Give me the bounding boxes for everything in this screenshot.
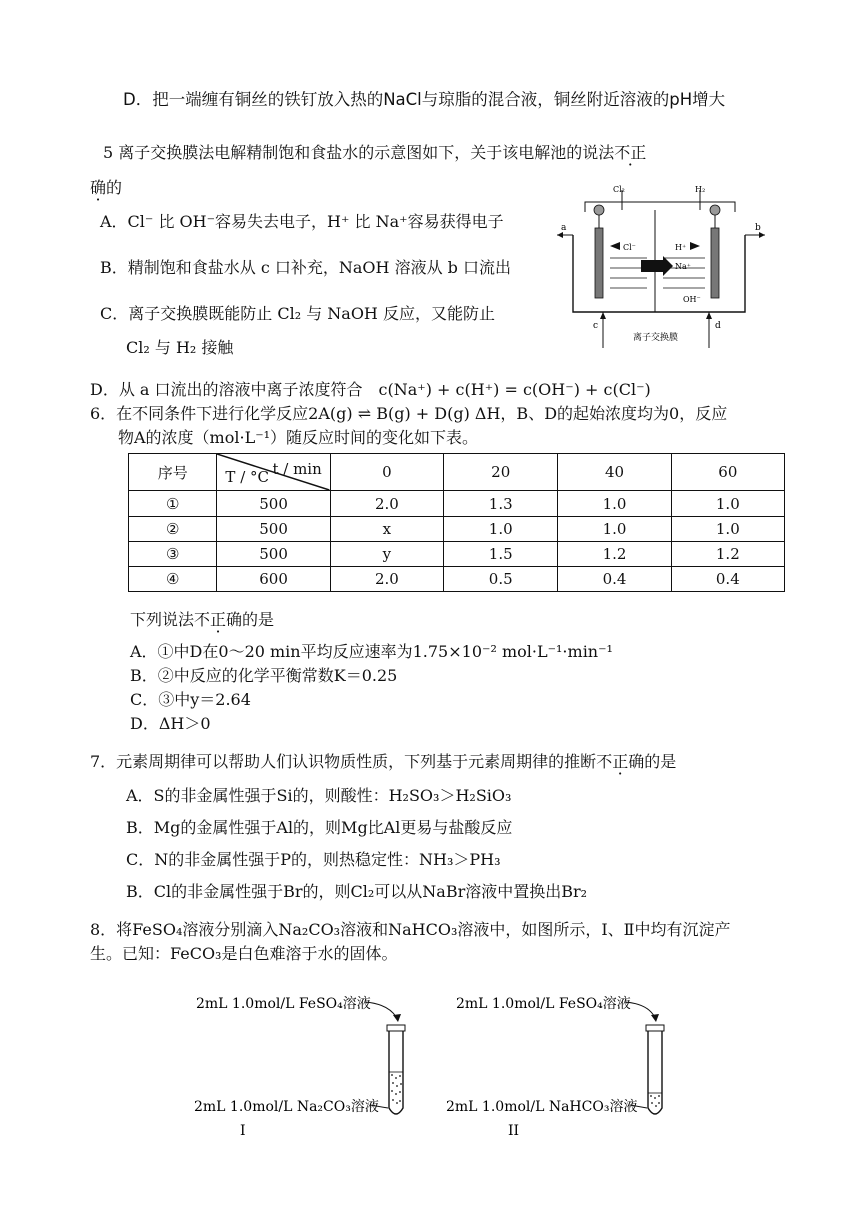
q6-option-d: D．ΔH＞0 — [130, 714, 211, 733]
row-value: 0.4 — [558, 567, 671, 592]
row-value: 1.0 — [444, 517, 558, 542]
label-h2: H₂ — [695, 185, 706, 194]
q5-option-c: C．离子交换膜既能防止 Cl₂ 与 NaOH 反应，又能防止 — [100, 304, 495, 323]
label-b: b — [755, 223, 761, 233]
tube1-top-label: 2mL 1.0mol/L FeSO₄溶液 — [196, 996, 371, 1012]
q5-option-b: B．精制饱和食盐水从 c 口补充，NaOH 溶液从 b 口流出 — [100, 258, 512, 277]
q5-stem-cont — [90, 178, 122, 197]
q8-stem-cont: 生。已知：FeCO₃是白色难溶于水的固体。 — [90, 944, 398, 963]
row-temp: 600 — [217, 567, 330, 592]
header-time: t / min — [272, 460, 322, 478]
q7-option-b: B．Mg的金属性强于Al的，则Mg比Al更易与盐酸反应 — [126, 818, 513, 837]
row-value: 1.0 — [671, 517, 784, 542]
row-value: 1.5 — [444, 542, 558, 567]
electrolysis-cell-figure — [555, 180, 770, 352]
q7-stem — [90, 752, 676, 771]
row-temp: 500 — [217, 542, 330, 567]
table-row — [129, 491, 785, 517]
q6-option-c: C．③中y＝2.64 — [130, 690, 251, 709]
row-value: y — [330, 542, 443, 567]
row-value: 0.4 — [671, 567, 784, 592]
q6-ask-emph: 不正确 — [194, 610, 243, 629]
row-temp: 500 — [217, 491, 330, 517]
row-value: 1.2 — [671, 542, 784, 567]
q5-option-d: D．从 a 口流出的溶液中离子浓度符合 c(Na⁺) + c(H⁺) = c(OH⁻) + c(Cl⁻) — [90, 380, 651, 399]
test-tubes-figure — [190, 990, 690, 1140]
q6-stem-cont: 物A的浓度（mol·L⁻¹）随反应时间的变化如下表。 — [118, 428, 479, 447]
label-a: a — [561, 223, 567, 233]
label-na-ion: Na⁺ — [675, 262, 691, 271]
q6-ask-end: 的是 — [242, 610, 275, 629]
q7-option-d: B．Cl的非金属性强于Br的，则Cl₂可以从NaBr溶液中置换出Br₂ — [126, 882, 588, 901]
q6-ask-text: 下列说法 — [130, 610, 195, 629]
row-value: 1.0 — [558, 517, 671, 542]
q8-stem: 8．将FeSO₄溶液分别滴入Na₂CO₃溶液和NaHCO₃溶液中，如图所示，Ⅰ、Ⅱ中均有沉淀产 — [90, 920, 731, 939]
header-no: 序号 — [129, 454, 217, 491]
row-value: 1.3 — [444, 491, 558, 517]
q5-option-c-cont: Cl₂ 与 H₂ 接触 — [126, 338, 234, 357]
q5-stem-end: 的 — [106, 178, 123, 197]
header-time-20: 20 — [444, 454, 558, 491]
tube1-bottom-label: 2mL 1.0mol/L Na₂CO₃溶液 — [194, 1099, 379, 1115]
header-time-40: 40 — [558, 454, 671, 491]
row-temp: 500 — [217, 517, 330, 542]
row-no: ① — [129, 491, 217, 517]
q7-stem-emph: 不正确 — [596, 752, 645, 771]
table-row — [129, 567, 785, 592]
q6-ask — [130, 610, 274, 629]
row-value: 0.5 — [444, 567, 558, 592]
q4-option-d: D．把一端缠有铜丝的铁钉放入热的NaCl与琼脂的混合液，铜丝附近溶液的pH增大 — [123, 90, 726, 109]
label-c: c — [593, 321, 599, 331]
q7-option-a: A．S的非金属性强于Si的，则酸性：H₂SO₃＞H₂SiO₃ — [126, 786, 512, 805]
table-row — [129, 517, 785, 542]
label-h-ion: H⁺ — [675, 243, 687, 252]
q7-stem-end: 的是 — [644, 752, 677, 771]
q6-stem: 6．在不同条件下进行化学反应2A(g) ⇌ B(g) + D(g) ΔH，B、D的起始浓度均为0，反应 — [90, 404, 728, 423]
label-d: d — [715, 321, 721, 331]
row-no: ④ — [129, 567, 217, 592]
tube2-label: II — [508, 1123, 520, 1139]
tube1-label: I — [240, 1123, 246, 1139]
row-value: 1.2 — [558, 542, 671, 567]
table-header-row — [129, 454, 785, 491]
header-time-60: 60 — [671, 454, 784, 491]
label-cl-ion: Cl⁻ — [623, 243, 636, 252]
q5-option-a: A．Cl⁻ 比 OH⁻容易失去电子，H⁺ 比 Na⁺容易获得电子 — [100, 212, 504, 231]
row-value: 1.0 — [558, 491, 671, 517]
tube2-top-label: 2mL 1.0mol/L FeSO₄溶液 — [456, 996, 631, 1012]
row-no: ② — [129, 517, 217, 542]
tube2-bottom-label: 2mL 1.0mol/L NaHCO₃溶液 — [446, 1099, 638, 1115]
q7-option-c: C．N的非金属性强于P的，则热稳定性：NH₃＞PH₃ — [126, 850, 501, 869]
q5-stem-emph2: 确 — [90, 178, 107, 197]
q6-option-a: A．①中D在0～20 min平均反应速率为1.75×10⁻² mol·L⁻¹·min⁻¹ — [130, 642, 613, 661]
header-temp: T / °C — [225, 468, 269, 486]
q6-option-b: B．②中反应的化学平衡常数K＝0.25 — [130, 666, 398, 685]
row-value: 2.0 — [330, 567, 443, 592]
header-time-0: 0 — [330, 454, 443, 491]
label-membrane: 离子交换膜 — [633, 333, 679, 343]
label-oh-ion: OH⁻ — [683, 295, 701, 304]
na-arrow-icon — [641, 256, 673, 276]
row-value: 1.0 — [671, 491, 784, 517]
q5-stem-text: 5 离子交换膜法电解精制饱和食盐水的示意图如下，关于该电解池的说法 — [103, 143, 615, 162]
q7-stem-text: 7．元素周期律可以帮助人们认识物质性质，下列基于元素周期律的推断 — [90, 752, 597, 771]
q5-stem-emph: 不正 — [614, 143, 647, 162]
row-value: 2.0 — [330, 491, 443, 517]
concentration-table — [128, 453, 785, 592]
header-diagonal-cell — [217, 454, 330, 491]
q5-stem — [103, 143, 646, 162]
label-cl2: Cl₂ — [613, 185, 625, 194]
row-value: x — [330, 517, 443, 542]
table-row — [129, 542, 785, 567]
row-no: ③ — [129, 542, 217, 567]
